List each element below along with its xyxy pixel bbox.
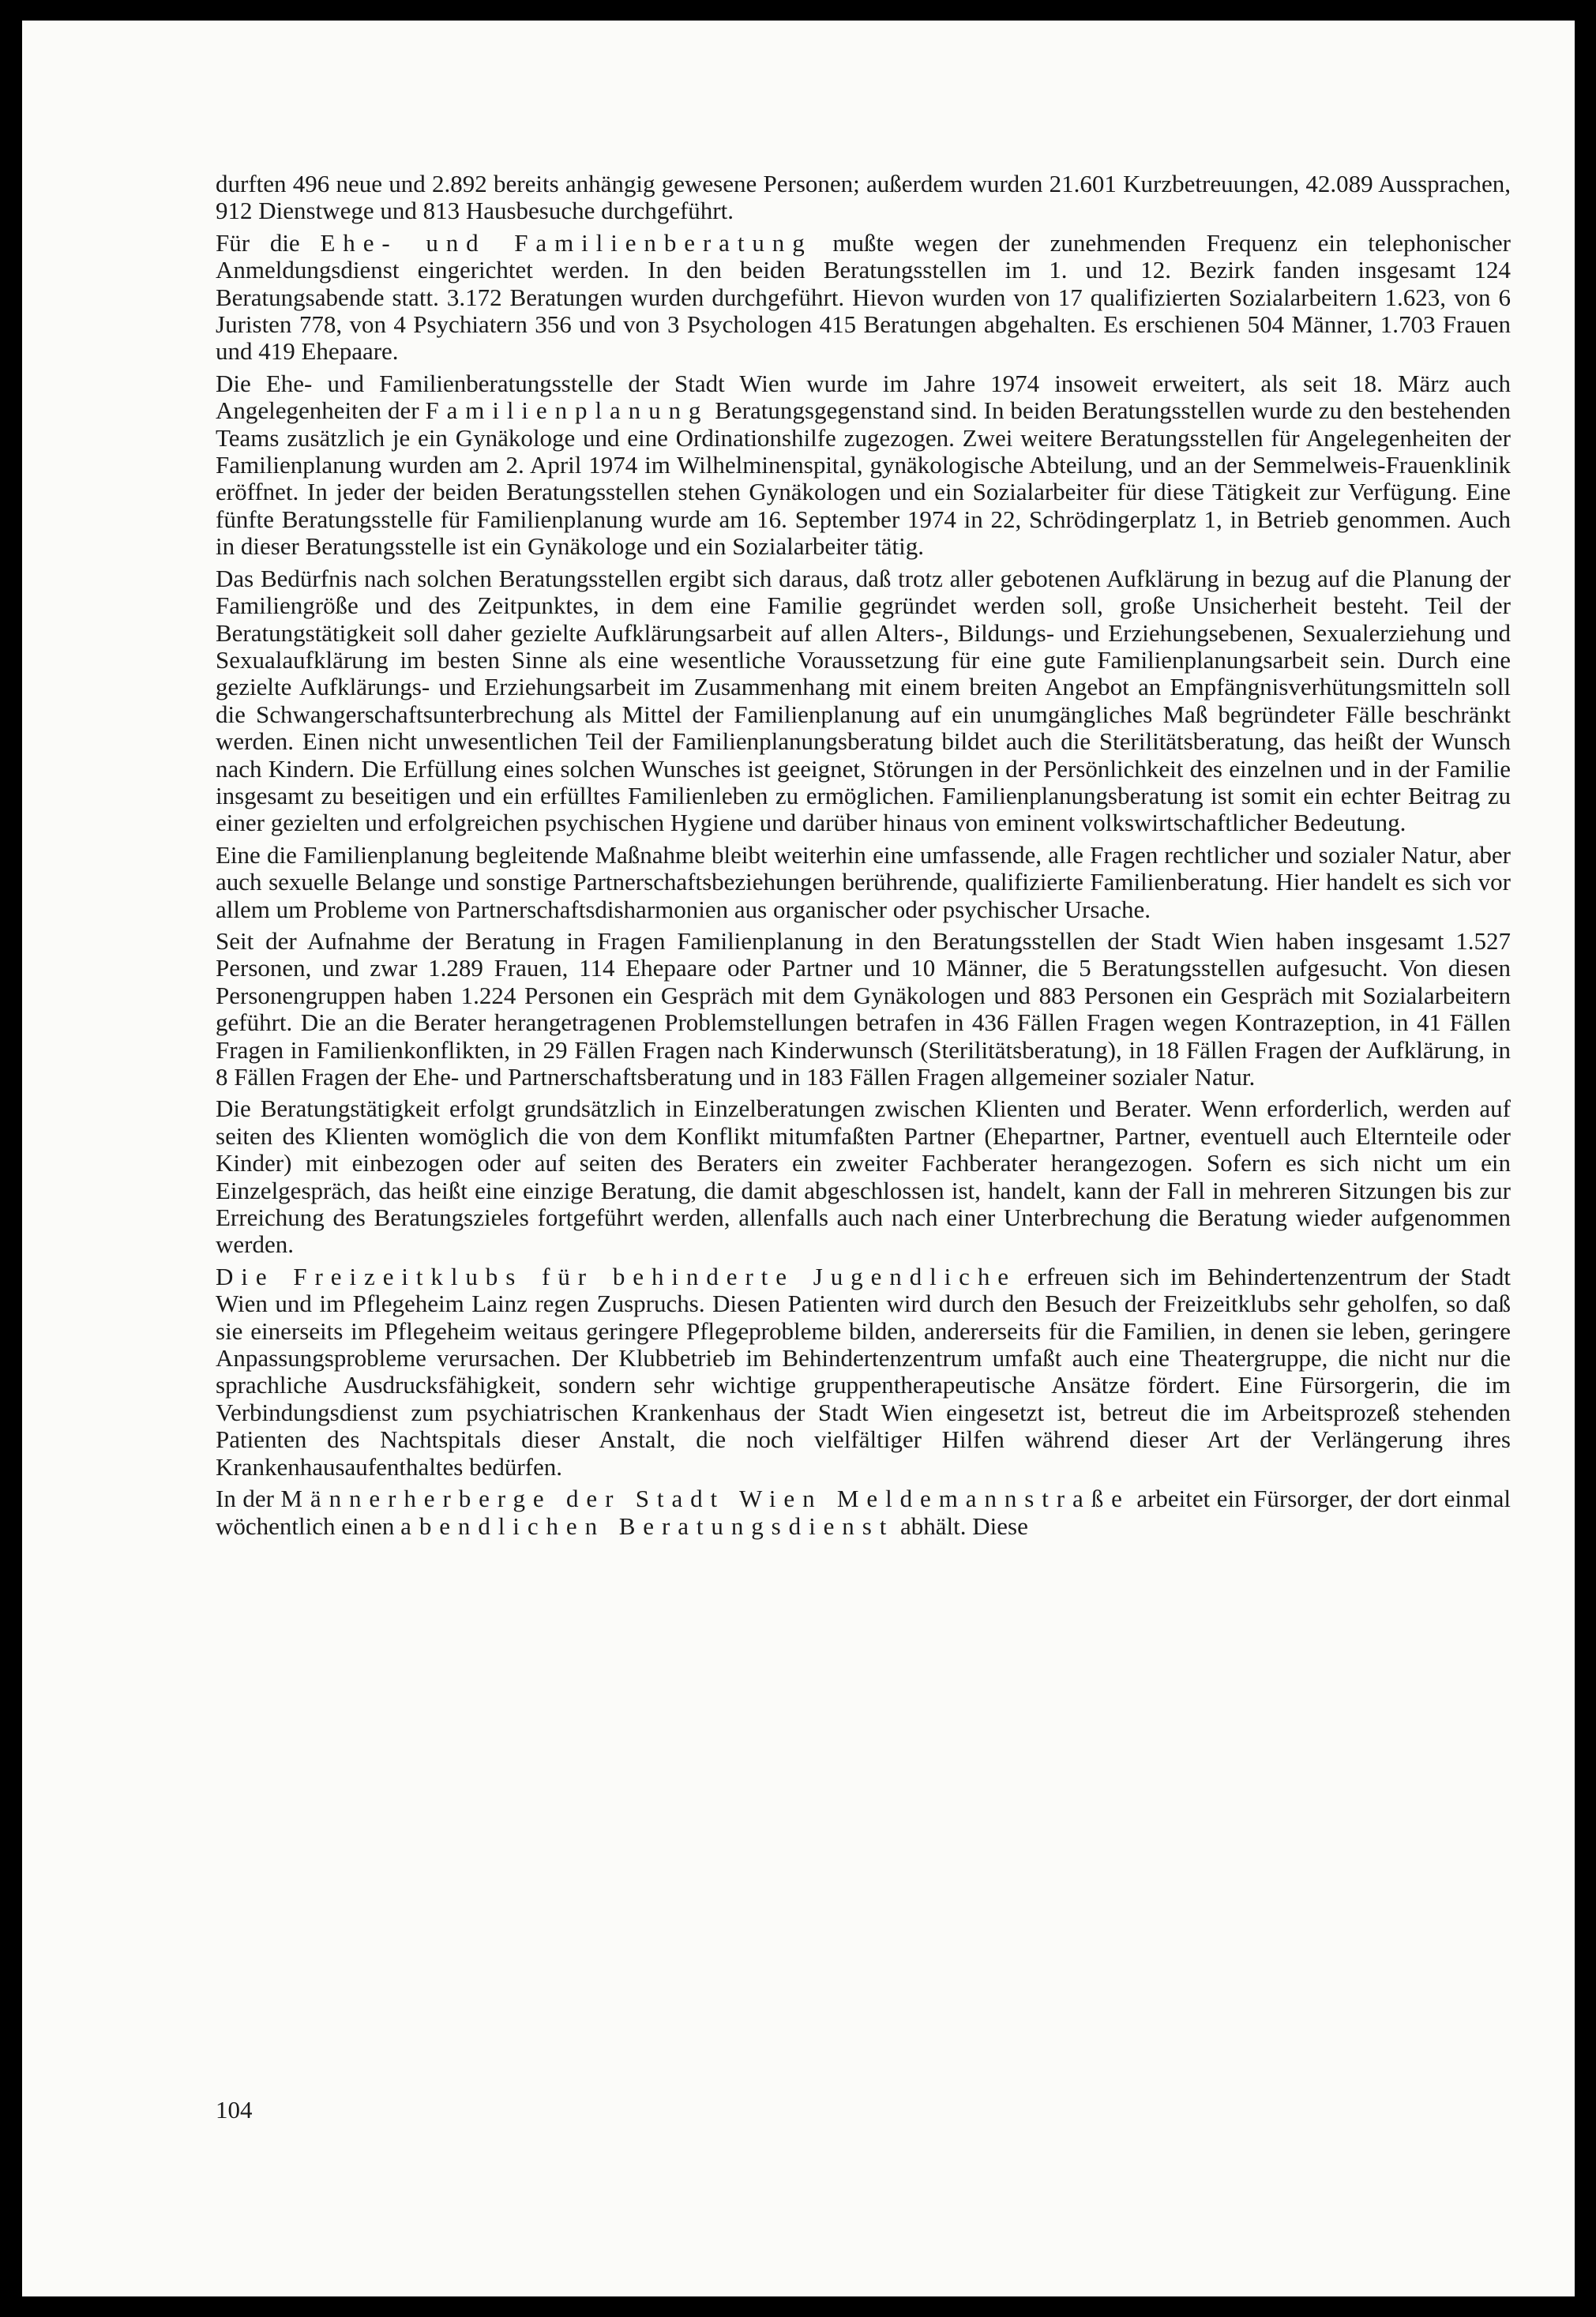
page-number: 104 (216, 2096, 253, 2124)
text-run: In der (216, 1485, 281, 1513)
text-run: Das Bedürfnis nach solchen Beratungsstellen ergibt sich daraus, daß trotz aller gebotenen Aufklärung in bezug auf die Planung der Familiengröße und des Zeitpunktes, in dem eine Familie gegründet werden soll, große Unsicherheit besteht. Teil der Beratungstätigkeit soll daher gezielte Aufklärungsarbeit auf allen Alters-, Bildungs- und Erziehungsebenen, Sexualerziehung und Sexualaufklärung im besten Sinne als eine wesentliche Voraussetzung für eine gute Familienplanungsarbeit sein. Durch eine gezielte Aufklärungs- und Erziehungsarbeit im Zusammenhang mit einem breiten Angebot an Empfängnisverhütungsmitteln soll die Schwangerschaftsunterbrechung als Mittel der Familienplanung auf ein unumgängliches Maß begründeter Fälle beschränkt werden. Einen nicht unwesentlichen Teil der Familienplanungsberatung bildet auch die Sterilitätsberatung, das heißt der Wunsch nach Kindern. Die Erfüllung eines solchen Wunsches ist geeignet, Störungen in der Persönlichkeit des einzelnen und in der Familie insgesamt zu beseitigen und ein erfülltes Familienleben zu ermöglichen. Familienplanungsberatung ist somit ein echter Beitrag zu einer gezielten und erfolgreichen psychischen Hygiene und darüber hinaus von eminent volkswirtschaftlicher Bedeutung. (216, 564, 1511, 837)
text-run: Die Ehe- und Familienberatungsstelle der Stadt Wien wurde im Jahre 1974 insoweit erweitert, als seit 18. März auch Angelegenheiten der (216, 369, 1511, 425)
text-run: Die Beratungstätigkeit erfolgt grundsätzlich in Einzelberatungen zwischen Klienten und Berater. Wenn erforderlich, werden auf seiten des Klienten womöglich die von dem Konflikt mitumfaßten Partner (Ehepartner, Partner, eventuell auch Elternteile oder Kinder) mit einbezogen oder auf seiten des Beraters ein zweiter Fachberater herangezogen. Sofern es sich nicht um ein Einzelgespräch, das heißt eine einzige Beratung, die damit abgeschlossen ist, handelt, kann der Fall in mehreren Sitzungen bis zur Erreichung des Beratungszieles fortgeführt werden, allenfalls auch nach einer Unterbrechung die Beratung wieder aufgenommen werden. (216, 1095, 1511, 1259)
paragraph-3 (216, 370, 1511, 561)
text-run: abhält. Diese (894, 1511, 1028, 1540)
text-run: erfreuen sich im Behindertenzentrum der Stadt Wien und im Pflegeheim Lainz regen Zuspruchs. Diesen Patienten wird durch den Besuch der Freizeitklubs sehr geholfen, so daß sie einerseits im Pflegeheim weitaus geringere Pflegeprobleme bilden, andererseits für die Familien, in denen sie leben, geringere Anpassungsprobleme verursachen. Der Klubbetrieb im Behindertenzentrum umfaßt auch eine Theatergruppe, die nicht nur die sprachliche Ausdrucksfähigkeit, sondern sehr wichtige gruppentherapeutische Ansätze fördert. Eine Fürsorgerin, die im Verbindungsdienst zum psychiatrischen Krankenhaus der Stadt Wien eingesetzt ist, betreut die im Arbeitsprozeß stehenden Patienten des Nachtspitals dieser Anstalt, die noch vielfältiger Hilfen während dieser Art der Verlängerung ihres Krankenhausaufenthaltes bedürfen. (216, 1262, 1511, 1481)
document-page (22, 21, 1575, 2296)
spaced-heading-familienplanung: Familienplanung (425, 396, 709, 425)
spaced-heading-ehe-und-familienberatung: Ehe- und Familienberatung (320, 228, 813, 257)
spaced-heading-maennerherberge: Männerherberge der Stadt Wien Meldemannstraße (280, 1485, 1130, 1513)
paragraph-5 (216, 842, 1511, 923)
text-run: Seit der Aufnahme der Beratung in Fragen Familienplanung in den Beratungsstellen der Stadt Wien haben insgesamt 1.527 Personen, und zwar 1.289 Frauen, 114 Ehepaare oder Partner und 10 Männer, die 5 Beratungsstellen aufgesucht. Von diesen Personengruppen haben 1.224 Personen ein Gespräch mit dem Gynäkologen und 883 Personen ein Gespräch mit Sozialarbeitern geführt. Die an die Berater herangetragenen Problemstellungen betrafen in 436 Fällen Fragen wegen Kontrazeption, in 41 Fällen Fragen in Familienkonflikten, in 29 Fällen Fragen nach Kinderwunsch (Sterilitätsberatung), in 18 Fällen Fragen der Aufklärung, in 8 Fällen Fragen der Ehe- und Partnerschaftsberatung und in 183 Fällen Fragen allgemeiner sozialer Natur. (216, 926, 1511, 1091)
paragraph-2 (216, 230, 1511, 366)
text-run: arbeitet ein Fürsorger, der dort einmal wöchentlich einen (216, 1485, 1512, 1540)
text-run: mußte wegen der zunehmenden Frequenz ein telephonischer Anmeldungsdienst eingerichtet werden. In den beiden Beratungsstellen im 1. und 12. Bezirk fanden insgesamt 124 Beratungsabende statt. 3.172 Beratungen wurden durchgeführt. Hievon wurden von 17 qualifizierten Sozialarbeitern 1.623, von 6 Juristen 778, von 4 Psychiatern 356 und von 3 Psychologen 415 Beratungen abgehalten. Es erschienen 504 Männer, 1.703 Frauen und 419 Ehepaare. (216, 228, 1512, 366)
body-text (216, 171, 1511, 1545)
text-run: Für die (216, 228, 321, 257)
text-run: Beratungsgegenstand sind. In beiden Beratungsstellen wurde zu den bestehenden Teams zusätzlich je ein Gynäkologe und eine Ordinationshilfe zugezogen. Zwei weitere Beratungsstellen für Angelegenheiten der Familienplanung wurden am 2. April 1974 im Wilhelminenspital, gynäkologische Abteilung, und an der Semmelweis-Frauenklinik eröffnet. In jeder der beiden Beratungsstellen stehen Gynäkologen und ein Sozialarbeiter für diese Tätigkeit zur Verfügung. Eine fünfte Beratungsstelle für Familienplanung wurde am 16. September 1974 in 22, Schrödingerplatz 1, in Betrieb genommen. Auch in dieser Beratungsstelle ist ein Gynäkologe und ein Sozialarbeiter tätig. (216, 396, 1511, 561)
paragraph-9 (216, 1485, 1511, 1540)
text-run: Eine die Familienplanung begleitende Maßnahme bleibt weiterhin eine umfassende, alle Fragen rechtlicher und sozialer Natur, aber auch sexuelle Belange und sonstige Partnerschaftsbeziehungen berührende, qualifizierte Familienberatung. Hier handelt es sich vor allem um Probleme von Partnerschaftsdisharmonien aus organischer oder psychischer Ursache. (216, 840, 1511, 923)
paragraph-7 (216, 1095, 1511, 1258)
paragraph-4 (216, 565, 1511, 837)
paragraph-1 (216, 171, 1511, 225)
spaced-heading-freizeitklubs: Die Freizeitklubs für behinderte Jugendliche (216, 1262, 1016, 1290)
paragraph-6 (216, 928, 1511, 1091)
paragraph-8 (216, 1264, 1511, 1481)
spaced-heading-beratungsdienst: abendlichen Beratungsdienst (400, 1511, 895, 1540)
text-run: durften 496 neue und 2.892 bereits anhängig gewesene Personen; außerdem wurden 21.601 Kurzbetreuungen, 42.089 Aussprachen, 912 Dienstwege und 813 Hausbesuche durchgeführt. (216, 170, 1511, 225)
